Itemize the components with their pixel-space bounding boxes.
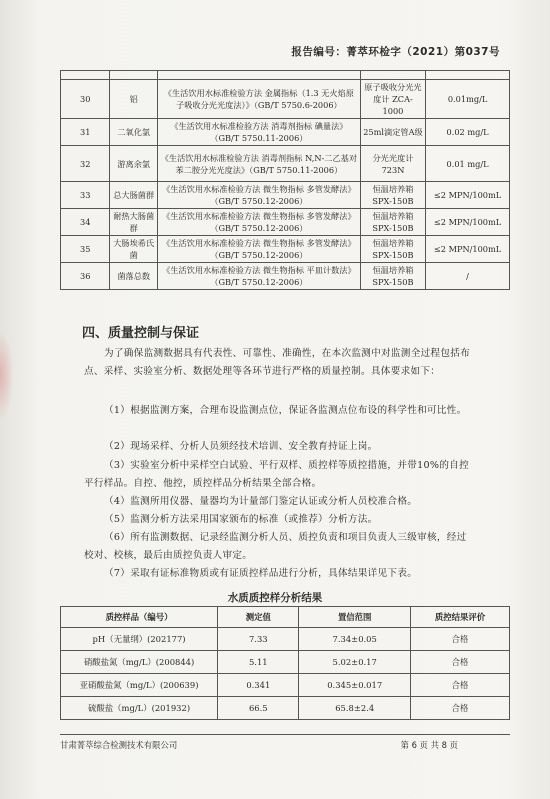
table-row — [61, 182, 510, 209]
table-row — [61, 146, 510, 182]
qc-item-7: （7）采取有证标准物质或有证质控样品进行分析，具体结果详见下表。 — [104, 568, 418, 579]
cell-standard: 《生活饮用水标准检验方法 消毒剂指标 N,N-二乙基对苯二胺分光光度法》（GB/T 5750.11-2006） — [157, 146, 360, 182]
methods-table — [60, 70, 510, 290]
cell-range: 0.345±0.017 — [299, 674, 410, 697]
cell-item: 大肠埃希氏菌 — [110, 236, 157, 263]
cell-evaluation: 合格 — [410, 674, 509, 697]
cell-standard: 《生活饮用水标准检验方法 微生物指标 多管发酵法》（GB/T 5750.12-2006） — [157, 209, 360, 236]
cell-standard: 《生活饮用水标准检验方法 微生物指标 平皿计数法》（GB/T 5750.12-2006） — [157, 263, 360, 290]
cell-item: 二氧化氯 — [110, 119, 157, 146]
cell-measured: 7.33 — [218, 628, 299, 651]
qc-item-4: （4）监测所用仪器、量器均为计量部门鉴定认证或分析人员校准合格。 — [104, 496, 418, 507]
cell-evaluation: 合格 — [410, 651, 509, 674]
cell-item: 铝 — [110, 80, 157, 119]
cell-range: 7.34±0.05 — [299, 628, 410, 651]
header-measured: 测定值 — [218, 607, 299, 628]
table-row — [61, 80, 510, 119]
cell-limit: ≤2 MPN/100mL — [426, 236, 510, 263]
cell-measured: 5.11 — [218, 651, 299, 674]
cell-range: 5.02±0.17 — [299, 651, 410, 674]
cell-limit: ≤2 MPN/100mL — [426, 209, 510, 236]
table-row — [61, 263, 510, 290]
cell-no: 31 — [61, 119, 110, 146]
cell-evaluation: 合格 — [410, 697, 509, 720]
cell-limit: 0.01 mg/L — [426, 146, 510, 182]
cell-sample: 硫酸盐（mg/L）(201932) — [61, 697, 218, 720]
cell-item: 总大肠菌群 — [110, 182, 157, 209]
cell-instrument: 原子吸收分光光度计 ZCA-1000 — [360, 80, 425, 119]
cell-range: 65.8±2.4 — [299, 697, 410, 720]
cell-standard: 《生活饮用水标准检验方法 微生物指标 多管发酵法》（GB/T 5750.12-2006） — [157, 236, 360, 263]
seal-stamp-edge — [0, 330, 14, 420]
cell-limit: ≤2 MPN/100mL — [426, 182, 510, 209]
cell-sample: pH（无量纲）(202177) — [61, 628, 218, 651]
cell-sample: 亚硝酸盐氮（mg/L）(200639) — [61, 674, 218, 697]
qc-item-3: （3）实验室分析中采样空白试验、平行双样、质控样等质控措施，并带10%的自控平行样品。自控、他控，质控样品分析结果全部合格。 — [84, 460, 470, 489]
cell-sample: 硝酸盐氮（mg/L）(200844) — [61, 651, 218, 674]
qc-item-2: （2）现场采样、分析人员须经技术培训、安全教育持证上岗。 — [104, 441, 378, 452]
company-name: 甘肃菁萃综合检测技术有限公司 — [60, 740, 178, 750]
table-row — [61, 209, 510, 236]
table-header-row — [61, 607, 510, 628]
cell-evaluation: 合格 — [410, 628, 509, 651]
cell-instrument: 恒温培养箱 SPX-150B — [360, 236, 425, 263]
cell-no: 36 — [61, 263, 110, 290]
cell-no: 34 — [61, 209, 110, 236]
header-evaluation: 质控结果评价 — [410, 607, 509, 628]
footer-divider — [60, 734, 510, 735]
table-row — [61, 651, 510, 674]
cell-limit: / — [426, 263, 510, 290]
page-number: 第 6 页 共 8 页 — [400, 740, 458, 750]
cell-instrument: 分光光度计 723N — [360, 146, 425, 182]
qc-table-title: 水质质控样分析结果 — [227, 592, 323, 604]
cell-instrument: 25ml滴定管A级 — [360, 119, 425, 146]
table-row — [61, 119, 510, 146]
cell-instrument: 恒温培养箱 SPX-150B — [360, 263, 425, 290]
cell-standard: 《生活饮用水标准检验方法 消毒剂指标 碘量法》（GB/T 5750.11-2006） — [157, 119, 360, 146]
cell-no: 30 — [61, 80, 110, 119]
cell-instrument: 恒温培养箱 SPX-150B — [360, 182, 425, 209]
cell-item: 耐热大肠菌群 — [110, 209, 157, 236]
cell-no: 35 — [61, 236, 110, 263]
table-row — [61, 674, 510, 697]
cell-measured: 66.5 — [218, 697, 299, 720]
section-title: 四、质量控制与保证 — [82, 326, 200, 341]
cell-measured: 0.341 — [218, 674, 299, 697]
intro-paragraph: 为了确保监测数据具有代表性、可靠性、准确性，在本次监测中对监测全过程包括布点、采样、实验室分析、数据处理等各环节进行严格的质量控制。具体要求如下： — [84, 348, 471, 377]
qc-item-5: （5）监测分析方法采用国家颁布的标准（或推荐）分析方法。 — [104, 514, 378, 525]
qc-item-1: （1）根据监测方案，合理布设监测点位，保证各监测点位布设的科学性和可比性。 — [104, 405, 467, 416]
cell-item: 游离余氯 — [110, 146, 157, 182]
table-row — [61, 697, 510, 720]
qc-item-6: （6）所有监测数据、记录经监测分析人员、质控负责和项目负责人三级审核，经过校对、校核，最后由质控负责人审定。 — [84, 532, 467, 561]
qc-results-table — [60, 606, 510, 720]
cell-standard: 《生活饮用水标准检验方法 微生物指标 多管发酵法》（GB/T 5750.12-2006） — [157, 182, 360, 209]
cell-standard: 《生活饮用水标准检验方法 金属指标（1.3 无火焰原子吸收分光光度法）》（GB/T 5750.6-2006） — [157, 80, 360, 119]
cell-limit: 0.02 mg/L — [426, 119, 510, 146]
cell-instrument: 恒温培养箱 SPX-150B — [360, 209, 425, 236]
cell-no: 33 — [61, 182, 110, 209]
table-row — [61, 71, 510, 80]
report-number: 报告编号：菁萃环检字（2021）第037号 — [291, 46, 500, 58]
table-row — [61, 628, 510, 651]
table-row — [61, 236, 510, 263]
cell-item: 菌落总数 — [110, 263, 157, 290]
cell-no: 32 — [61, 146, 110, 182]
cell-limit: 0.01mg/L — [426, 80, 510, 119]
header-range: 置信范围 — [299, 607, 410, 628]
header-sample: 质控样品（编号） — [61, 607, 218, 628]
